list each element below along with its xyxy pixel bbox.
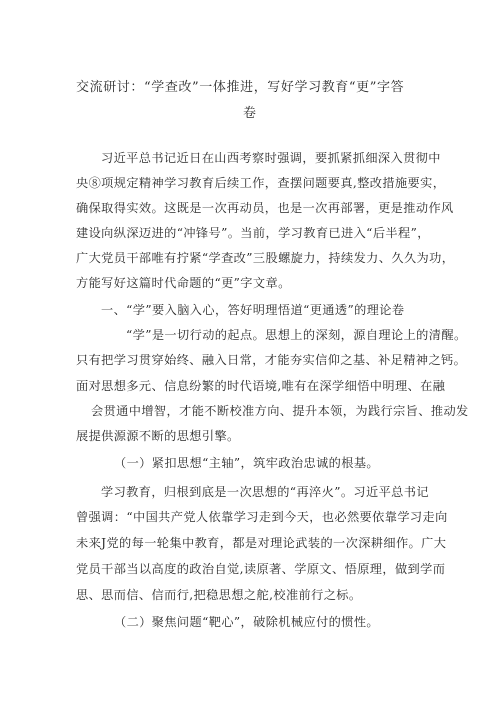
document-title-line-1: 交流研讨：“学查改”一体推进，写好学习教育“更”字答 bbox=[76, 80, 405, 95]
paragraph-2-line-1: “学”是一切行动的起点。思想上的深刻，源自理论上的清醒。 bbox=[126, 328, 467, 342]
paragraph-3-line-5: 思、思而信、信而行,把稳思想之舵,校准前行之标。 bbox=[76, 588, 362, 602]
subheading-1: （一）紧扣思想“主轴”，筑牢政治忠诚的根基。 bbox=[114, 456, 380, 470]
paragraph-2-line-2: 只有把学习贯穿始终、融入日常，才能夯实信仰之基、补足精神之钙。 bbox=[76, 353, 467, 367]
subheading-2: （二）聚焦问题“靶心”，破除机械应付的惯性。 bbox=[114, 615, 380, 629]
paragraph-1-line-2: 央⑧项规定精神学习教育后续工作，查摆问题要真,整改措施要实， bbox=[76, 176, 446, 190]
paragraph-3-line-3: 未来J党的每一轮集中教育，都是对理论武装的一次深耕细作。广大 bbox=[76, 536, 447, 550]
paragraph-2-line-4: 会贯通中增智，才能不断校准方向、提升本领，为践行宗旨、推动发 bbox=[91, 404, 469, 418]
paragraph-1-line-6: 方能写好这篇时代命题的“更”字文章。 bbox=[76, 276, 291, 290]
paragraph-3-line-2: 曾强调：“中国共产党人依靠学习走到今天，也必然要依靠学习走向 bbox=[76, 510, 448, 524]
paragraph-1-line-4: 建设向纵深迈进的“冲锋号”。当前，学习教育已进入“后半程”， bbox=[76, 226, 430, 240]
paragraph-2-line-3: 面对思想多元、信息纷繁的时代语境,唯有在深学细悟中明理、在融 bbox=[76, 379, 446, 393]
paragraph-1-line-3: 确保取得实效。这既是一次再动员，也是一次再部署，更是推动作风 bbox=[76, 201, 454, 215]
document-title-line-2: 卷 bbox=[243, 106, 257, 121]
paragraph-1-line-5: 广大党员干部唯有拧紧“学查改”三股螺旋力，持续发力、久久为功， bbox=[76, 251, 455, 265]
section-heading-1: 一、“学”要入脑入心，答好明理悟道“更通透”的理论卷 bbox=[101, 303, 405, 317]
paragraph-1-line-1: 习近平总书记近日在山西考察时强调，要抓紧抓细深入贯彻中 bbox=[101, 151, 441, 165]
paragraph-3-line-1: 学习教育，归根到底是一次思想的“再淬火”。习近平总书记 bbox=[101, 485, 429, 499]
paragraph-2-line-5: 展提供源源不断的思想引擎。 bbox=[76, 429, 240, 443]
paragraph-3-line-4: 党员干部当以高度的政治自觉,读原著、学原文、悟原理，做到学而 bbox=[76, 562, 446, 576]
